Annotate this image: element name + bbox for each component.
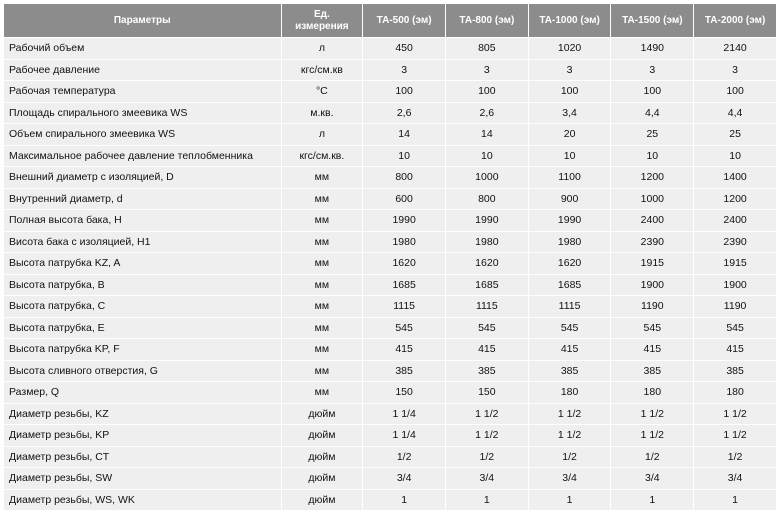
- parameter-name: Высота сливного отверстия, G: [4, 361, 281, 382]
- unit-cell: мм: [282, 318, 363, 339]
- value-cell: 3/4: [611, 468, 693, 489]
- value-cell: 1900: [611, 275, 693, 296]
- table-row: [4, 275, 776, 296]
- value-cell: 805: [446, 38, 528, 59]
- value-cell: 1980: [529, 232, 611, 253]
- value-cell: 1115: [363, 296, 445, 317]
- value-cell: 100: [611, 81, 693, 102]
- unit-cell: мм: [282, 296, 363, 317]
- value-cell: 545: [363, 318, 445, 339]
- unit-cell: мм: [282, 232, 363, 253]
- header-unit: [282, 4, 363, 37]
- value-cell: 14: [363, 124, 445, 145]
- unit-cell: мм: [282, 275, 363, 296]
- header-unit-line2: измерения: [295, 20, 349, 32]
- value-cell: 180: [694, 382, 776, 403]
- value-cell: 1190: [694, 296, 776, 317]
- value-cell: 3: [611, 60, 693, 81]
- value-cell: 1685: [446, 275, 528, 296]
- value-cell: 545: [529, 318, 611, 339]
- value-cell: 180: [529, 382, 611, 403]
- value-cell: 4,4: [694, 103, 776, 124]
- value-cell: 150: [446, 382, 528, 403]
- value-cell: 1020: [529, 38, 611, 59]
- value-cell: 1000: [611, 189, 693, 210]
- value-cell: 1/2: [611, 447, 693, 468]
- parameter-name: Площадь спирального змеевика WS: [4, 103, 281, 124]
- value-cell: 3,4: [529, 103, 611, 124]
- specifications-table: [3, 3, 777, 511]
- table-row: [4, 81, 776, 102]
- value-cell: 415: [363, 339, 445, 360]
- value-cell: 1 1/2: [446, 404, 528, 425]
- value-cell: 385: [611, 361, 693, 382]
- value-cell: 1/2: [694, 447, 776, 468]
- parameter-name: Рабочее давление: [4, 60, 281, 81]
- value-cell: 1685: [363, 275, 445, 296]
- value-cell: 1100: [529, 167, 611, 188]
- unit-cell: мм: [282, 189, 363, 210]
- value-cell: 180: [611, 382, 693, 403]
- value-cell: 2400: [611, 210, 693, 231]
- parameter-name: Размер, Q: [4, 382, 281, 403]
- table-row: [4, 468, 776, 489]
- table-row: [4, 382, 776, 403]
- value-cell: 1990: [529, 210, 611, 231]
- header-model-ta1000: ТА-1000 (эм): [529, 4, 611, 37]
- parameter-name: Висота бака с изоляцией, H1: [4, 232, 281, 253]
- parameter-name: Высота патрубка KZ, A: [4, 253, 281, 274]
- value-cell: 1 1/2: [446, 425, 528, 446]
- value-cell: 415: [694, 339, 776, 360]
- value-cell: 1620: [529, 253, 611, 274]
- table-row: [4, 167, 776, 188]
- table-row: [4, 490, 776, 511]
- value-cell: 1490: [611, 38, 693, 59]
- table-row: [4, 124, 776, 145]
- value-cell: 20: [529, 124, 611, 145]
- value-cell: 1 1/2: [611, 404, 693, 425]
- parameter-name: Высота патрубка, C: [4, 296, 281, 317]
- parameter-name: Высота патрубка, B: [4, 275, 281, 296]
- unit-cell: дюйм: [282, 447, 363, 468]
- parameter-name: Внутренний диаметр, d: [4, 189, 281, 210]
- value-cell: 2390: [611, 232, 693, 253]
- value-cell: 3/4: [694, 468, 776, 489]
- table-row: [4, 296, 776, 317]
- header-model-ta2000: ТА-2000 (эм): [694, 4, 776, 37]
- value-cell: 545: [611, 318, 693, 339]
- table-row: [4, 38, 776, 59]
- value-cell: 415: [446, 339, 528, 360]
- table-row: [4, 189, 776, 210]
- value-cell: 1000: [446, 167, 528, 188]
- value-cell: 1/2: [363, 447, 445, 468]
- parameter-name: Высота патрубка KP, F: [4, 339, 281, 360]
- unit-cell: дюйм: [282, 490, 363, 511]
- value-cell: 1620: [446, 253, 528, 274]
- value-cell: 385: [363, 361, 445, 382]
- parameter-name: Рабочий объем: [4, 38, 281, 59]
- table-row: [4, 253, 776, 274]
- header-unit-line1: Ед.: [313, 8, 330, 20]
- value-cell: 600: [363, 189, 445, 210]
- table-row: [4, 318, 776, 339]
- parameter-name: Объем спирального змеевика WS: [4, 124, 281, 145]
- value-cell: 1200: [694, 189, 776, 210]
- value-cell: 3: [529, 60, 611, 81]
- parameter-name: Диаметр резьбы, KZ: [4, 404, 281, 425]
- value-cell: 1 1/4: [363, 404, 445, 425]
- value-cell: 1 1/2: [694, 404, 776, 425]
- value-cell: 100: [363, 81, 445, 102]
- table-header: [4, 4, 776, 37]
- unit-cell: м.кв.: [282, 103, 363, 124]
- value-cell: 150: [363, 382, 445, 403]
- value-cell: 1915: [611, 253, 693, 274]
- value-cell: 3: [694, 60, 776, 81]
- value-cell: 1 1/2: [529, 404, 611, 425]
- value-cell: 2400: [694, 210, 776, 231]
- parameter-name: Высота патрубка, E: [4, 318, 281, 339]
- value-cell: 1620: [363, 253, 445, 274]
- value-cell: 10: [694, 146, 776, 167]
- table-row: [4, 447, 776, 468]
- table-row: [4, 146, 776, 167]
- parameter-name: Рабочая температура: [4, 81, 281, 102]
- value-cell: 10: [529, 146, 611, 167]
- value-cell: 1990: [363, 210, 445, 231]
- header-model-ta500: ТА-500 (эм): [363, 4, 445, 37]
- parameter-name: Максимальное рабочее давление теплобменника: [4, 146, 281, 167]
- unit-cell: мм: [282, 382, 363, 403]
- unit-cell: дюйм: [282, 404, 363, 425]
- header-model-ta1500: ТА-1500 (эм): [611, 4, 693, 37]
- header-model-ta800: ТА-800 (эм): [446, 4, 528, 37]
- header-parameters: Параметры: [4, 4, 281, 37]
- value-cell: 800: [446, 189, 528, 210]
- unit-cell: дюйм: [282, 425, 363, 446]
- value-cell: 10: [363, 146, 445, 167]
- unit-cell: °С: [282, 81, 363, 102]
- unit-cell: мм: [282, 339, 363, 360]
- parameter-name: Диаметр резьбы, CT: [4, 447, 281, 468]
- value-cell: 545: [446, 318, 528, 339]
- value-cell: 100: [446, 81, 528, 102]
- value-cell: 900: [529, 189, 611, 210]
- unit-cell: мм: [282, 210, 363, 231]
- value-cell: 415: [611, 339, 693, 360]
- value-cell: 1200: [611, 167, 693, 188]
- value-cell: 1990: [446, 210, 528, 231]
- value-cell: 1 1/2: [611, 425, 693, 446]
- value-cell: 1900: [694, 275, 776, 296]
- value-cell: 800: [363, 167, 445, 188]
- value-cell: 1685: [529, 275, 611, 296]
- value-cell: 1980: [363, 232, 445, 253]
- unit-cell: дюйм: [282, 468, 363, 489]
- value-cell: 25: [611, 124, 693, 145]
- table-row: [4, 232, 776, 253]
- value-cell: 100: [529, 81, 611, 102]
- parameter-name: Внешний диаметр с изоляцией, D: [4, 167, 281, 188]
- value-cell: 2,6: [446, 103, 528, 124]
- value-cell: 385: [529, 361, 611, 382]
- value-cell: 3/4: [446, 468, 528, 489]
- table-row: [4, 103, 776, 124]
- value-cell: 14: [446, 124, 528, 145]
- value-cell: 10: [446, 146, 528, 167]
- value-cell: 3: [363, 60, 445, 81]
- table-row: [4, 210, 776, 231]
- parameter-name: Диаметр резьбы, WS, WK: [4, 490, 281, 511]
- value-cell: 3: [446, 60, 528, 81]
- unit-cell: мм: [282, 253, 363, 274]
- value-cell: 1115: [529, 296, 611, 317]
- value-cell: 545: [694, 318, 776, 339]
- table-row: [4, 60, 776, 81]
- value-cell: 1400: [694, 167, 776, 188]
- unit-cell: мм: [282, 361, 363, 382]
- table-row: [4, 425, 776, 446]
- value-cell: 1: [694, 490, 776, 511]
- header-row: [4, 4, 776, 37]
- value-cell: 1915: [694, 253, 776, 274]
- value-cell: 3/4: [363, 468, 445, 489]
- value-cell: 1 1/4: [363, 425, 445, 446]
- unit-cell: л: [282, 38, 363, 59]
- value-cell: 25: [694, 124, 776, 145]
- value-cell: 1/2: [529, 447, 611, 468]
- value-cell: 1 1/2: [529, 425, 611, 446]
- value-cell: 100: [694, 81, 776, 102]
- value-cell: 1190: [611, 296, 693, 317]
- parameter-name: Диаметр резьбы, SW: [4, 468, 281, 489]
- table-body: [4, 38, 776, 510]
- value-cell: 2140: [694, 38, 776, 59]
- value-cell: 1/2: [446, 447, 528, 468]
- value-cell: 1: [529, 490, 611, 511]
- unit-cell: л: [282, 124, 363, 145]
- value-cell: 450: [363, 38, 445, 59]
- value-cell: 10: [611, 146, 693, 167]
- table-row: [4, 339, 776, 360]
- value-cell: 3/4: [529, 468, 611, 489]
- value-cell: 2,6: [363, 103, 445, 124]
- value-cell: 1: [363, 490, 445, 511]
- table-row: [4, 361, 776, 382]
- parameter-name: Диаметр резьбы, KP: [4, 425, 281, 446]
- value-cell: 1: [611, 490, 693, 511]
- value-cell: 1: [446, 490, 528, 511]
- unit-cell: кгс/см.кв.: [282, 146, 363, 167]
- unit-cell: мм: [282, 167, 363, 188]
- value-cell: 385: [446, 361, 528, 382]
- value-cell: 2390: [694, 232, 776, 253]
- value-cell: 385: [694, 361, 776, 382]
- table-row: [4, 404, 776, 425]
- unit-cell: кгс/см.кв: [282, 60, 363, 81]
- parameter-name: Полная высота бака, H: [4, 210, 281, 231]
- value-cell: 1 1/2: [694, 425, 776, 446]
- value-cell: 1115: [446, 296, 528, 317]
- value-cell: 415: [529, 339, 611, 360]
- value-cell: 4,4: [611, 103, 693, 124]
- value-cell: 1980: [446, 232, 528, 253]
